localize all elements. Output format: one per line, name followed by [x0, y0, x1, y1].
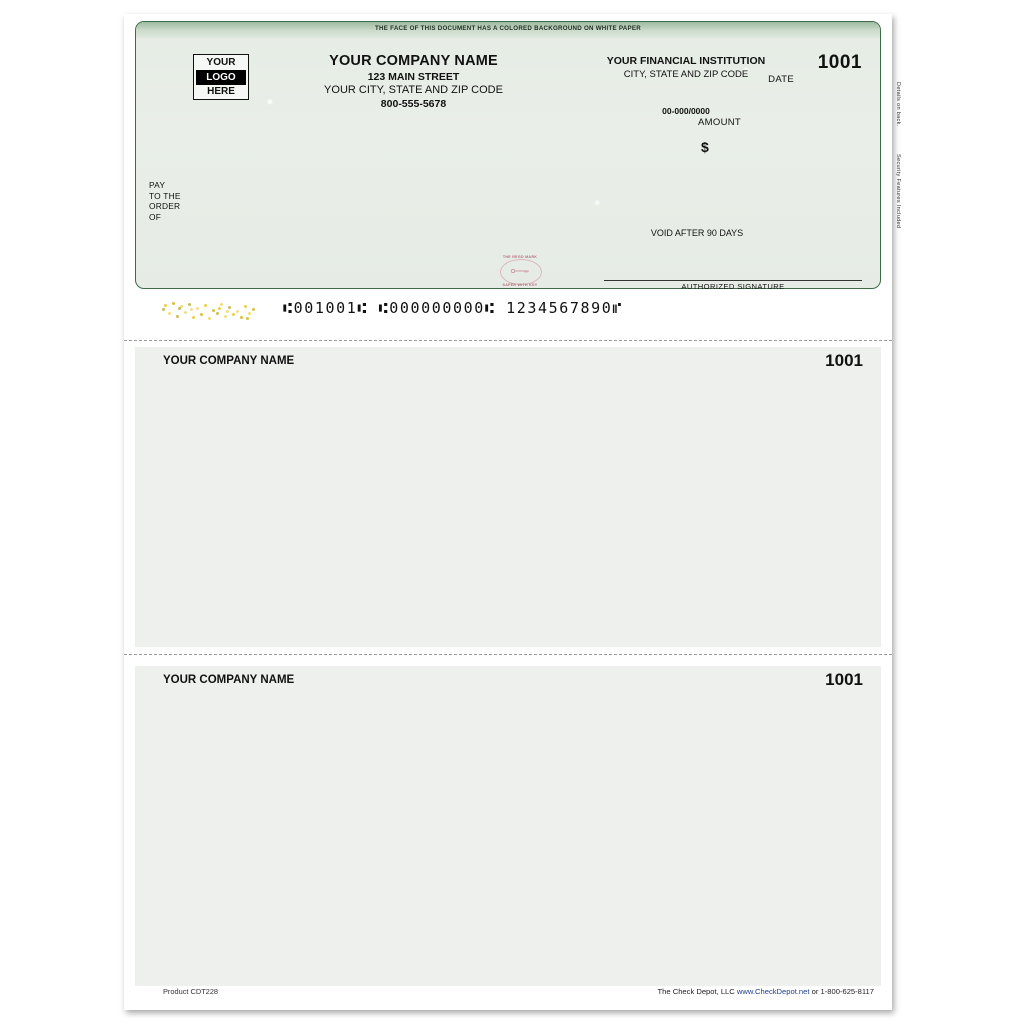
vendor-phone: 1-800-625-8117	[820, 987, 874, 996]
security-seal-icon	[494, 254, 546, 288]
pay-line-1: PAY	[149, 180, 166, 190]
company-address-line2: YOUR CITY, STATE AND ZIP CODE	[324, 84, 503, 96]
confetti-dot	[218, 307, 221, 310]
dollar-sign: $	[701, 139, 709, 155]
confetti-dot	[196, 307, 199, 310]
bank-fraction: 00-000/0000	[662, 106, 710, 116]
confetti-dot	[162, 308, 165, 311]
pay-line-4: OF	[149, 211, 162, 222]
confetti-dot	[212, 309, 215, 312]
vendor-name: The Check Depot, LLC	[657, 987, 735, 996]
footer-separator: or	[811, 987, 819, 996]
vendor-footer	[658, 987, 874, 996]
stub-check-number: 1001	[825, 670, 863, 689]
confetti-dot	[192, 316, 195, 319]
confetti-dot	[172, 302, 175, 305]
signature-line	[604, 280, 862, 281]
bank-city-state: CITY, STATE AND ZIP CODE	[623, 69, 749, 80]
confetti-dot	[216, 312, 219, 315]
pay-to-the-order-of-label	[149, 180, 181, 222]
confetti-dot	[190, 308, 193, 311]
logo-line-3: HERE	[207, 86, 235, 97]
authorized-signature-label: AUTHORIZED SIGNATURE	[681, 282, 785, 291]
confetti-dot	[208, 317, 211, 320]
perforation-line-2	[124, 654, 892, 655]
confetti-dot	[246, 317, 249, 320]
perforation-line-1	[124, 340, 892, 341]
void-after-notice: VOID AFTER 90 DAYS	[650, 228, 744, 238]
side-note-security-features: Security Features Included	[895, 154, 901, 229]
confetti-dot	[164, 304, 167, 307]
pay-line-2: TO THE	[149, 190, 181, 201]
bank-name: YOUR FINANCIAL INSTITUTION	[606, 55, 766, 67]
confetti-dot	[168, 312, 171, 315]
logo-line-2: LOGO	[196, 70, 246, 85]
date-label: DATE	[768, 74, 794, 85]
confetti-dot	[188, 303, 191, 306]
micr-line: ⑆001001⑆ ⑆000000000⑆ 1234567890⑈	[283, 299, 624, 317]
confetti-dot	[240, 316, 243, 319]
check-number: 1001	[817, 52, 862, 73]
microprint-banner: THE FACE OF THIS DOCUMENT HAS A COLORED BACKGROUND ON WHITE PAPER	[375, 25, 641, 32]
confetti-dot	[200, 313, 203, 316]
check-header-band	[136, 22, 880, 38]
company-address-line1: 123 MAIN STREET	[367, 71, 460, 83]
stub-company-name: YOUR COMPANY NAME	[163, 674, 295, 686]
confetti-dot	[236, 310, 239, 313]
key-icon	[510, 269, 530, 273]
logo-line-1: YOUR	[206, 57, 236, 68]
stub-check-number: 1001	[825, 351, 863, 370]
stub-company-name: YOUR COMPANY NAME	[163, 355, 295, 367]
confetti-dot	[220, 303, 223, 306]
amount-label: AMOUNT	[698, 117, 741, 128]
confetti-dot	[204, 304, 207, 307]
confetti-dot	[232, 313, 235, 316]
company-name: YOUR COMPANY NAME	[329, 53, 498, 69]
confetti-dot	[224, 315, 227, 318]
side-note-details-on-back: Details on back.	[895, 82, 901, 127]
confetti-dot	[176, 315, 179, 318]
check-sheet	[124, 14, 901, 1010]
product-code: Product CDT228	[163, 987, 219, 996]
confetti-dot	[248, 312, 251, 315]
micr-row	[135, 299, 881, 325]
vendor-website-link[interactable]: www.CheckDepot.net	[736, 987, 810, 996]
check-stub-2	[135, 666, 881, 986]
confetti-dot	[184, 311, 187, 314]
confetti-dot	[244, 305, 247, 308]
confetti-dot	[252, 308, 255, 311]
check-stub-1	[135, 347, 881, 647]
confetti-dot	[228, 306, 231, 309]
logo-placeholder	[193, 54, 249, 100]
company-block	[266, 53, 561, 110]
security-confetti-fibers	[160, 301, 260, 321]
company-phone: 800-555-5678	[380, 98, 447, 110]
seal-top-text: THE REGD MARK	[502, 255, 538, 259]
confetti-dot	[178, 307, 181, 310]
check-document	[135, 21, 901, 291]
seal-bottom-text: SAFER WITH KEY	[502, 283, 538, 287]
pay-line-3: ORDER	[149, 201, 181, 211]
confetti-dot	[226, 310, 229, 313]
